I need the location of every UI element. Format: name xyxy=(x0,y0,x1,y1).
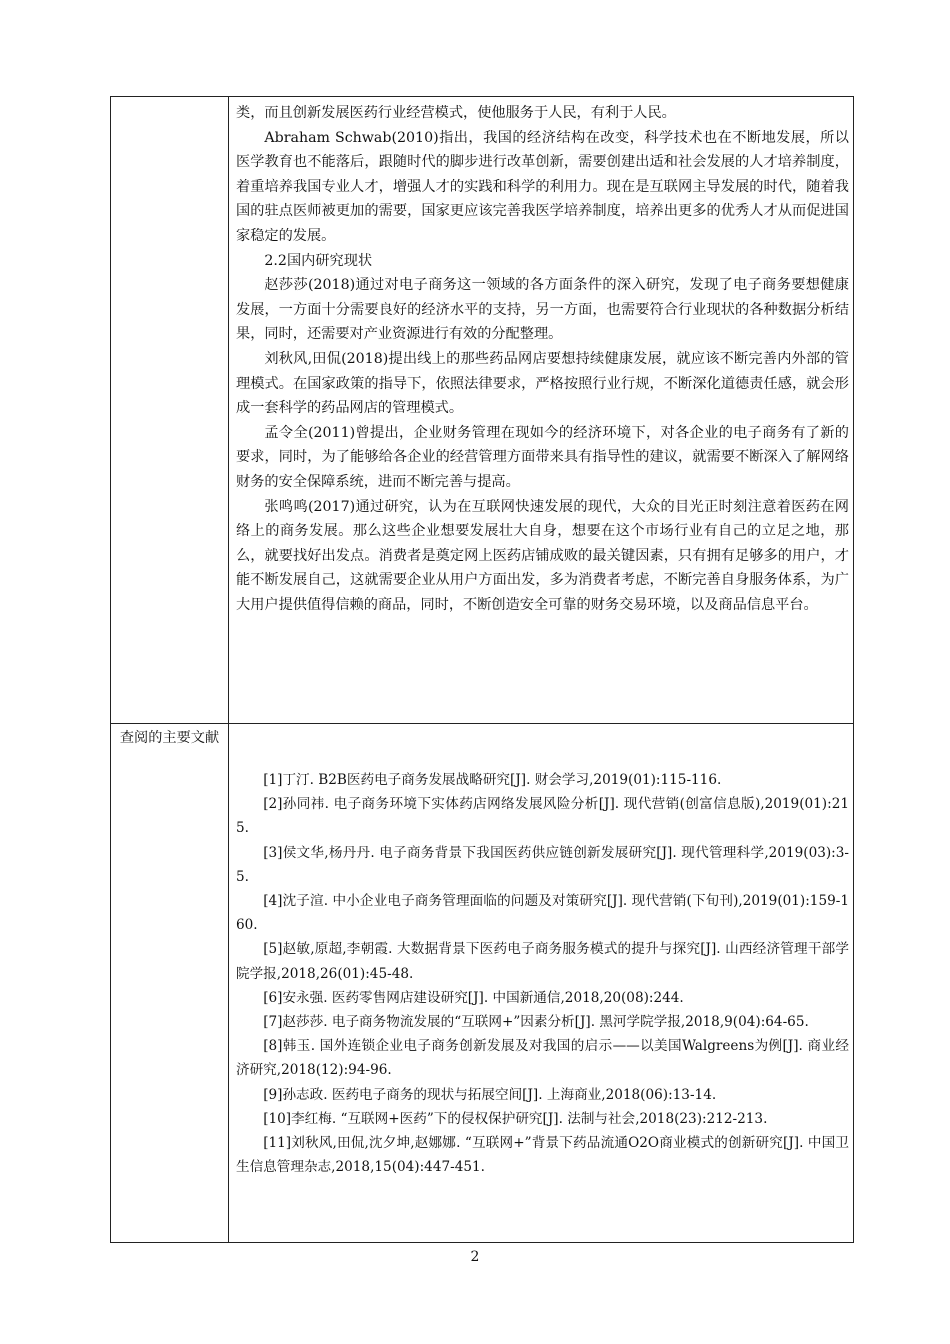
paragraph-schwab: Abraham Schwab(2010)指出，我国的经济结构在改变，科学技术也在不断地发展，所以医学教育也不能落后，跟随时代的脚步进行改革创新，需要创建出适和社会发展的人才培养制度，着重培养我国专业人才，增强人才的实践和科学的利用力。现在是互联网主导发展的时代，随着我国的驻点医师被更加的需要，国家更应该完善我医学培养制度，培养出更多的优秀人才从而促进国家稳定的发展。 xyxy=(236,129,849,244)
reference-list xyxy=(236,728,849,1179)
reference-item: [4]沈子渲. 中小企业电子商务管理面临的问题及对策研究[J]. 现代营销(下旬刊),2019(01):159-160. xyxy=(236,893,849,934)
paragraph-continuation: 类，而且创新发展医药行业经营模式，使他服务于人民，有利于人民。 xyxy=(236,105,676,121)
reference-item: [8]韩玉. 国外连锁企业电子商务创新发展及对我国的启示——以美国Walgreens为例[J]. 商业经济研究,2018(12):94-96. xyxy=(236,1038,849,1079)
references-row xyxy=(111,724,854,1243)
literature-review-row xyxy=(111,97,854,724)
reference-item: [10]李红梅. “互联网+医药”下的侵权保护研究[J]. 法制与社会,2018(23):212-213. xyxy=(263,1110,768,1127)
paragraph-meng: 孟令全(2011)曾提出，企业财务管理在现如今的经济环境下，对各企业的电子商务有了新的要求，同时，为了能够给各企业的经营管理方面带来具有指导性的建议，就需要不断深入了解网络财务的安全保障系统，进而不断完善与提高。 xyxy=(236,424,849,490)
empty-label-cell xyxy=(111,97,229,724)
page-number: 2 xyxy=(470,1249,480,1265)
paragraph-zhang: 张鸣鸣(2017)通过研究，认为在互联网快速发展的现代，大众的目光正时刻注意着医药在网络上的商务发展。那么这些企业想要发展壮大自身，想要在这个市场行业有自己的立足之地，那么，就要找好出发点。消费者是奠定网上医药店铺成败的最关键因素，只有拥有足够多的用户，才能不断发展自己，这就需要企业从用户方面出发，多为消费者考虑，不断完善自身服务体系，为广大用户提供值得信赖的商品，同时，不断创造安全可靠的财务交易环境，以及商品信息平台。 xyxy=(236,498,849,613)
references-content xyxy=(229,724,854,1243)
section-heading-domestic: 2.2国内研究现状 xyxy=(264,252,373,269)
reference-item: [1]丁汀. B2B医药电子商务发展战略研究[J]. 财会学习,2019(01):115-116. xyxy=(263,772,722,788)
reference-item: [9]孙志政. 医药电子商务的现状与拓展空间[J]. 上海商业,2018(06):13-14. xyxy=(263,1086,717,1103)
reference-item: [6]安永强. 医药零售网店建设研究[J]. 中国新通信,2018,20(08):244. xyxy=(263,989,684,1006)
reference-item: [2]孙同祎. 电子商务环境下实体药店网络发展风险分析[J]. 现代营销(创富信息版),2019(01):215. xyxy=(236,796,849,837)
paragraph-zhao: 赵莎莎(2018)通过对电子商务这一领域的各方面条件的深入研究，发现了电子商务要想健康发展，一方面十分需要良好的经济水平的支持，另一方面，也需要符合行业现状的各种数据分析结果，同时，还需要对产业资源进行有效的分配整理。 xyxy=(236,277,849,343)
references-label: 查阅的主要文献 xyxy=(119,730,220,746)
reference-item: [7]赵莎莎. 电子商务物流发展的“互联网+”因素分析[J]. 黑河学院学报,2018,9(04):64-65. xyxy=(263,1014,809,1031)
reference-item: [5]赵敏,原超,李朝霞. 大数据背景下医药电子商务服务模式的提升与探究[J]. 山西经济管理干部学院学报,2018,26(01):45-48. xyxy=(236,941,849,982)
paragraph-liu: 刘秋风,田侃(2018)提出线上的那些药品网店要想持续健康发展，就应该不断完善内外部的管理模式。在国家政策的指导下，依照法律要求，严格按照行业行规，不断深化道德责任感，就会形成一套科学的药品网店的管理模式。 xyxy=(236,350,849,417)
reference-item: [3]侯文华,杨丹丹. 电子商务背景下我国医药供应链创新发展研究[J]. 现代管理科学,2019(03):3-5. xyxy=(236,844,849,885)
reference-item: [11]刘秋风,田侃,沈夕坤,赵娜娜. “互联网+”背景下药品流通O2O商业模式的创新研究[J]. 中国卫生信息管理杂志,2018,15(04):447-451. xyxy=(236,1135,849,1176)
references-label-cell xyxy=(111,724,229,1243)
proposal-form-table xyxy=(110,96,854,1243)
literature-review-content xyxy=(229,97,854,724)
